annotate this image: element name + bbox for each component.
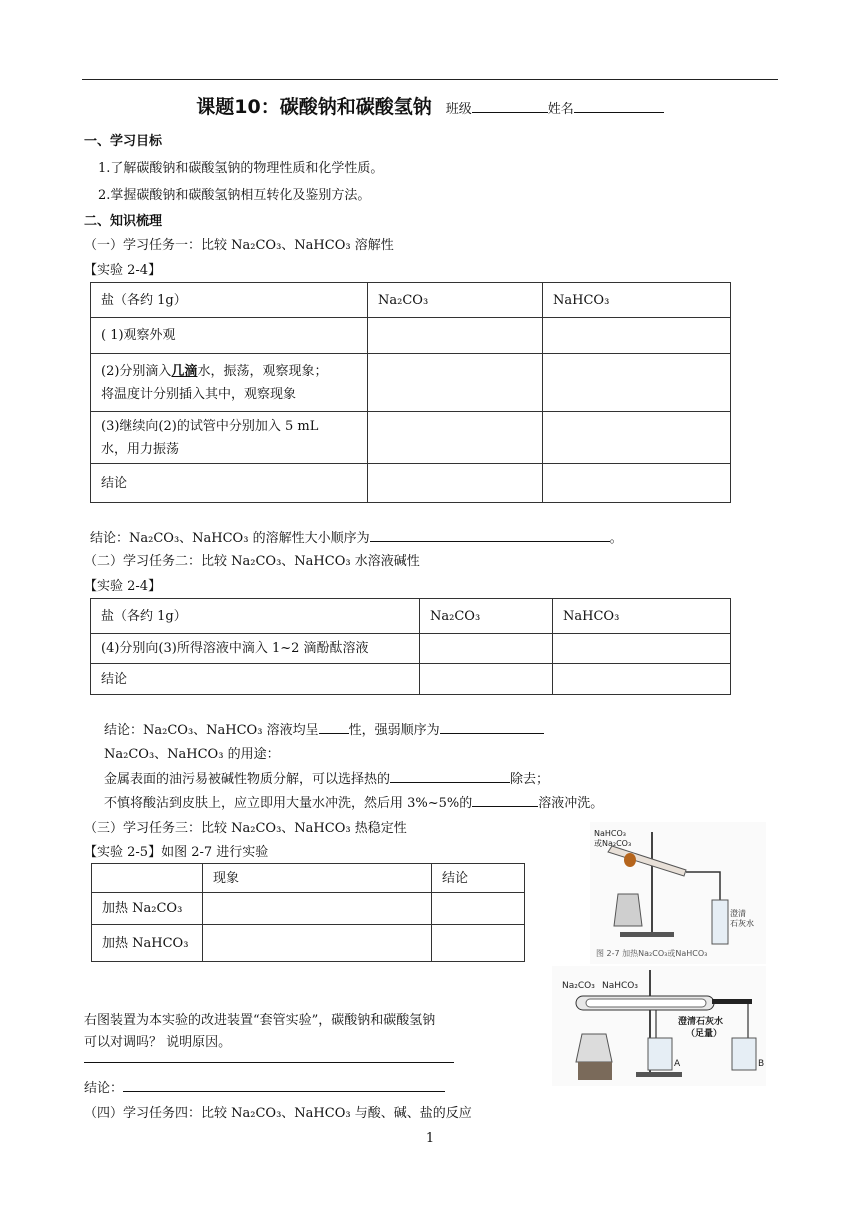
- fig2-block: [578, 1062, 612, 1080]
- fig2-beaker-b: [732, 1038, 756, 1070]
- t2-cell[interactable]: [420, 664, 553, 695]
- fig1-beaker: [712, 900, 728, 944]
- task3-answer-line[interactable]: [84, 1062, 454, 1063]
- task1-conclusion: [90, 527, 623, 546]
- t1-row2-emph: 几滴: [171, 363, 198, 379]
- task2-conclusion-4: [104, 792, 603, 811]
- task3-conclusion: [84, 1077, 445, 1096]
- t2c1-blank2[interactable]: [440, 719, 544, 734]
- header-rule: [82, 79, 778, 80]
- sleeve-tube-apparatus: [552, 966, 766, 1086]
- t3-row1: 加热 Na₂CO₃: [92, 893, 203, 925]
- task1-exp-label: 【实验 2-4】: [84, 263, 162, 278]
- name-blank[interactable]: [574, 98, 664, 113]
- t1-cell[interactable]: [368, 318, 543, 354]
- section-goals-heading: 一、学习目标: [84, 134, 163, 149]
- fig1-caption: 图 2-7 加热Na₂CO₃或NaHCO₃: [596, 949, 708, 958]
- heat-table: [91, 863, 525, 962]
- figure-2-7-apparatus: [590, 822, 766, 964]
- task2-exp-label: 【实验 2-4】: [84, 579, 162, 594]
- fig2-burner: [576, 1034, 612, 1062]
- t1-row4: 结论: [91, 464, 368, 503]
- alkalinity-table: [90, 598, 731, 695]
- goal-2: 2.掌握碳酸钠和碳酸氢钠相互转化及鉴别方法。: [98, 188, 371, 203]
- fig2-label-c: 澄清石灰水: [678, 1017, 724, 1027]
- fig1-label-right: 澄清: [730, 909, 746, 918]
- t1-col2: Na₂CO₃: [368, 283, 543, 318]
- t1-cell[interactable]: [368, 354, 543, 412]
- fig2-label-B: B: [758, 1059, 765, 1069]
- t1-cell[interactable]: [543, 354, 731, 412]
- task2-heading: （二）学习任务二：比较 Na₂CO₃、NaHCO₃ 水溶液碱性: [84, 554, 420, 569]
- t2-col3: NaHCO₃: [553, 599, 731, 634]
- task2-conclusion-1: [104, 719, 544, 738]
- fig2-stopper-line: [712, 999, 752, 1004]
- fig2-stand-base: [636, 1072, 682, 1077]
- task1-conclusion-end: 。: [609, 531, 623, 546]
- section-knowledge-heading: 二、知识梳理: [84, 214, 163, 229]
- t1-row2-c: 将温度计分别插入其中，观察现象: [101, 386, 297, 402]
- t2c4-b: 溶液冲洗。: [538, 796, 604, 811]
- t3-cell[interactable]: [432, 893, 525, 925]
- t1-row3-a: (3)继续向(2)的试管中分别加入 5 mL: [101, 418, 319, 434]
- t1-cell[interactable]: [543, 412, 731, 464]
- fig1-burner: [614, 894, 642, 926]
- page-title: [0, 92, 860, 119]
- solubility-table: [90, 282, 731, 503]
- task3-question-1: 右图装置为本实验的改进装置“套管实验”，碳酸钠和碳酸氢钠: [84, 1013, 436, 1028]
- t2-col1: 盐（各约 1g）: [91, 599, 420, 634]
- t1-cell[interactable]: [543, 464, 731, 503]
- task3-exp-label: 【实验 2-5】如图 2-7 进行实验: [84, 845, 269, 860]
- t2c1-a: 结论：Na₂CO₃、NaHCO₃ 溶液均呈: [104, 723, 319, 738]
- t2c3-a: 金属表面的油污易被碱性物质分解，可以选择热的: [104, 772, 391, 787]
- task3-conclusion-blank[interactable]: [123, 1077, 445, 1092]
- t2c3-b: 除去；: [510, 772, 550, 787]
- t2-cell[interactable]: [420, 634, 553, 664]
- t1-cell[interactable]: [368, 464, 543, 503]
- t2-row1: (4)分别向(3)所得溶液中滴入 1~2 滴酚酞溶液: [91, 634, 420, 664]
- t1-row2-a: (2)分别滴入: [101, 363, 172, 379]
- t2c1-blank1[interactable]: [319, 719, 349, 734]
- t1-row3-b: 水，用力振荡: [101, 441, 180, 457]
- fig2-inner-tube: [586, 999, 706, 1007]
- t1-row1: ( 1)观察外观: [91, 318, 368, 354]
- task1-heading: （一）学习任务一：比较 Na₂CO₃、NaHCO₃ 溶解性: [84, 238, 394, 253]
- t1-row2-b: 水，振荡，观察现象；: [197, 363, 328, 379]
- fig2-label-A: A: [674, 1059, 681, 1069]
- page-number: 1: [425, 1131, 435, 1146]
- fig2-label-b: NaHCO₃: [602, 981, 638, 991]
- t3-row2: 加热 NaHCO₃: [92, 925, 203, 962]
- t3-col1: [92, 864, 203, 893]
- task3-conclusion-text: 结论：: [84, 1081, 124, 1096]
- fig1-label-top: NaHCO₃: [594, 829, 626, 838]
- t1-cell[interactable]: [368, 412, 543, 464]
- t2c3-blank[interactable]: [390, 768, 510, 783]
- fig1-label-right2: 石灰水: [730, 919, 754, 928]
- t2-row2: 结论: [91, 664, 420, 695]
- t1-row3: [91, 412, 368, 464]
- t2c4-blank[interactable]: [472, 792, 538, 807]
- fig1-label-top2: 或Na₂CO₃: [594, 839, 632, 848]
- t2-col2: Na₂CO₃: [420, 599, 553, 634]
- task2-conclusion-2: Na₂CO₃、NaHCO₃ 的用途：: [104, 747, 280, 762]
- t3-cell[interactable]: [432, 925, 525, 962]
- goal-1: 1.了解碳酸钠和碳酸氢钠的物理性质和化学性质。: [98, 161, 384, 176]
- task3-heading: （三）学习任务三：比较 Na₂CO₃、NaHCO₃ 热稳定性: [84, 821, 407, 836]
- t2-cell[interactable]: [553, 664, 731, 695]
- t1-row2: [91, 354, 368, 412]
- task1-conclusion-blank[interactable]: [370, 527, 610, 542]
- t1-cell[interactable]: [543, 318, 731, 354]
- fig2-label-a: Na₂CO₃: [562, 981, 595, 991]
- task2-conclusion-3: [104, 768, 549, 787]
- t3-col3: 结论: [432, 864, 525, 893]
- t3-cell[interactable]: [203, 925, 432, 962]
- t3-col2: 现象: [203, 864, 432, 893]
- t2c1-b: 性，强弱顺序为: [348, 723, 440, 738]
- fig2-beaker-a: [648, 1038, 672, 1070]
- task4-heading: （四）学习任务四：比较 Na₂CO₃、NaHCO₃ 与酸、碱、盐的反应: [84, 1106, 472, 1121]
- t1-col3: NaHCO₃: [543, 283, 731, 318]
- task1-conclusion-text: 结论：Na₂CO₃、NaHCO₃ 的溶解性大小顺序为: [90, 531, 370, 546]
- class-label: 班级: [445, 102, 472, 117]
- t2-cell[interactable]: [553, 634, 731, 664]
- name-label: 姓名: [547, 102, 574, 117]
- fig2-label-d: （足量）: [686, 1029, 723, 1039]
- fig1-powder: [624, 853, 636, 867]
- task3-question-2: 可以对调吗？ 说明原因。: [84, 1035, 232, 1050]
- title-text: 课题10：碳酸钠和碳酸氢钠: [196, 96, 432, 118]
- t2c4-a: 不慎将酸沾到皮肤上，应立即用大量水冲洗，然后用 3%~5%的: [104, 796, 473, 811]
- fig1-stand-base: [620, 932, 674, 937]
- class-blank[interactable]: [472, 98, 548, 113]
- t3-cell[interactable]: [203, 893, 432, 925]
- t1-col1: 盐（各约 1g）: [91, 283, 368, 318]
